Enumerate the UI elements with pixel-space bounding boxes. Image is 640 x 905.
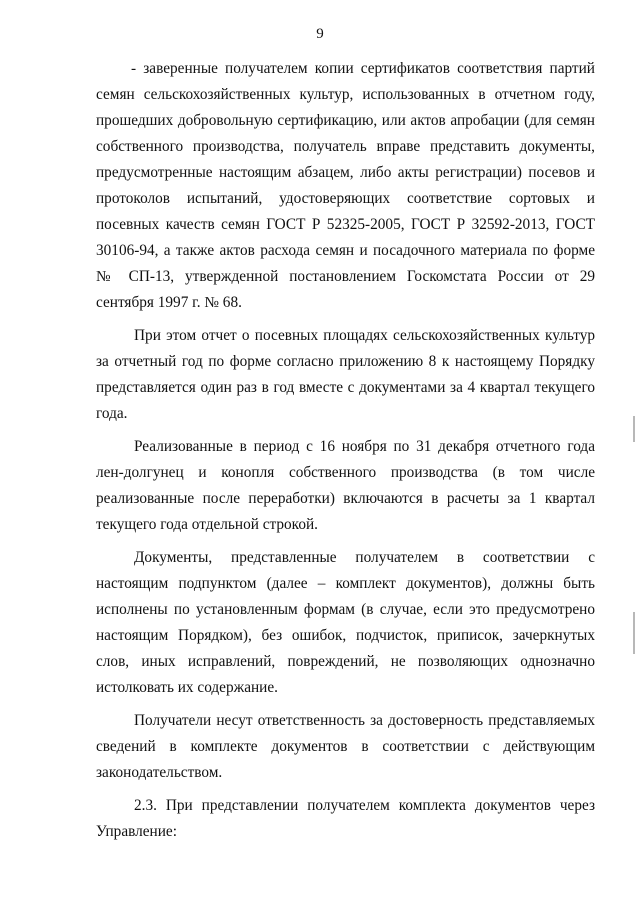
page-number: 9	[316, 26, 324, 42]
paragraph-responsibility: Получатели несут ответственность за достоверность представляемых сведений в комплекте документов в соответствии с действующим законодательством.	[96, 712, 595, 781]
document-body	[96, 56, 595, 845]
scan-edge-mark-upper	[633, 416, 635, 442]
scan-edge-mark-lower	[633, 612, 635, 654]
paragraph-sowing-report: При этом отчет о посевных площадях сельскохозяйственных культур за отчетный год по форме согласно приложению 8 к настоящему Порядку представляется один раз в год вместе с документами за 4 квартал текущего года.	[96, 327, 595, 422]
paragraph-flax-hemp: Реализованные в период с 16 ноября по 31 декабря отчетного года лен-долгунец и конопля собственного производства (в том числе реализованные после переработки) включаются в расчеты за 1 квартал текущего года отдельной строкой.	[96, 438, 595, 533]
paragraph-certificates: - заверенные получателем копии сертификатов соответствия партий семян сельскохозяйственных культур, использованных в отчетном году, прошедших добровольную сертификацию, или актов апробации (для семян собственного производства, получатель вправе представить документы, предусмотренные настоящим абзацем, либо акты регистрации) посевов и протоколов испытаний, удостоверяющих соответствие сортовых и посевных качеств семян ГОСТ Р 52325-2005, ГОСТ Р 32592-2013, ГОСТ 30106-94, а также актов расхода семян и посадочного материала по форме № СП-13, утвержденной постановлением Госкомстата России от 29 сентября 1997 г. № 68.	[96, 60, 595, 311]
paragraph-document-set: Документы, представленные получателем в соответствии с настоящим подпунктом (далее – комплект документов), должны быть исполнены по установленным формам (в случае, если это предусмотрено настоящим Порядком), без ошибок, подчисток, приписок, зачеркнутых слов, иных исправлений, повреждений, не позволяющих однозначно истолковать их содержание.	[96, 549, 595, 696]
paragraph-section-2-3: 2.3. При представлении получателем комплекта документов через Управление:	[96, 797, 595, 840]
